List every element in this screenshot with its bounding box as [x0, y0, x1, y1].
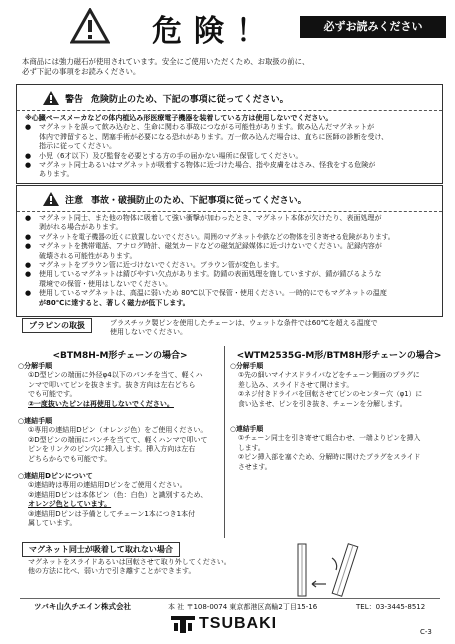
bullet-icon: ● [25, 214, 32, 222]
list-item [25, 289, 439, 308]
item-line: マグネット同士、また他の物体に吸着して強い衝撃が加わったとき、マグネット本体が欠けたり、表面処理が [39, 214, 382, 222]
warning-header-rule [17, 110, 442, 111]
company-address: 本 社 〒108-0074 東京都港区高輪2丁目15-16 [168, 603, 318, 611]
right-section-title: <WTM2535G-M形/BTM8H形チェーンの場合> [236, 351, 442, 361]
step-line: ピンをリンクのピン穴に挿入します。挿入方向は左右 [28, 445, 196, 454]
magnet-tip-label-text: マグネット同士が吸着して取れない場合 [29, 545, 173, 554]
column-divider [224, 346, 225, 538]
item-line: マグネット同士あるいはマグネットが吸着する物体に近づけた場合、指や皮膚をはさみ、怪我をする危険が [39, 161, 376, 170]
page-number: C-3 [420, 628, 432, 636]
step-line: ①連結時は専用の連結用Dピンをご使用ください。 [28, 481, 187, 490]
warning-box [16, 84, 443, 184]
step-line: オレンジ色としています。 [28, 500, 112, 509]
left-section [18, 362, 222, 529]
pin-handling-line: 使用しないでください。 [110, 328, 187, 337]
caution-label: 注意 [65, 195, 84, 206]
pin-handling-text [110, 319, 445, 338]
item-line: 破壊される可能性があります。 [39, 251, 137, 260]
section-title: 分解手順 [235, 362, 264, 370]
must-read-badge [300, 16, 446, 38]
step-line: ①D型ピンの端面に外径φ4以下のパンチを当て、軽くハ [28, 371, 203, 380]
step-line: ①先の細いマイナスドライバなどをチェーン側面のプラグに [238, 371, 420, 380]
caution-icon [43, 192, 59, 206]
bullet-icon: ● [25, 161, 32, 170]
page-title: 危険！ [152, 14, 278, 49]
step-line: ②ネジ付きドライバを回転させてピンのセンター穴（φ1）に [238, 390, 423, 399]
step-line: ①専用の連結用Dピン（オレンジ色）をご使用ください。 [28, 426, 208, 435]
warning-heading: 危険防止のため、下記の事項に従ってください。 [91, 94, 289, 105]
right-section [230, 362, 446, 472]
right-link-title: ○連結手順 [230, 425, 264, 434]
warning-triangle-icon [70, 8, 110, 48]
step-line: ③連結用Dピンは予備としてチェーン1本につき1本付 [28, 509, 196, 518]
company-tel: TEL：03-3445-8512 [356, 603, 426, 611]
right-link-body [230, 434, 446, 472]
step-line: ②連結用Dピンは本体ピン（色：白色）と識別するため、 [28, 490, 208, 499]
bullet-icon: ● [25, 289, 32, 298]
section-title: 連結手順 [24, 417, 53, 426]
tip-line: マグネットをスライドあるいは回転させて取り外してください。 [28, 558, 231, 566]
step-line: 差し込み、スライドさせて開けます。 [238, 380, 354, 389]
warning-header [43, 91, 289, 105]
pin-handling-label-text: プラピンの取扱 [29, 321, 85, 330]
left-link-pin-title: ○連結用Dピンについて [18, 472, 93, 481]
item-line: あります。 [39, 170, 74, 179]
bullet-icon: ● [25, 232, 32, 241]
step-line: ①チェーン同士を引き寄せて組合わせ、一端よりピンを挿入 [238, 434, 421, 443]
warning-label: 警告 [65, 94, 84, 105]
left-section-title: <BTM8H-M形チェーンの場合> [52, 351, 188, 361]
right-disassembly-title: ○分解手順 [230, 362, 264, 370]
magnet-tip-text [28, 558, 288, 577]
caution-header [43, 192, 307, 206]
pin-handling-label [22, 318, 92, 333]
item-line: 環境での保管・使用はしないでください。 [39, 279, 172, 288]
bullet-icon: ● [25, 123, 32, 132]
caution-box [16, 185, 443, 317]
bullet-icon: ● [25, 151, 32, 160]
item-line: マグネットを携帯電話、アナログ時計、磁気カードなどの磁気記録媒体に近づけないでください。記録内容が [39, 242, 382, 251]
step-line: します。 [238, 443, 265, 452]
item-line: マグネットを電子機器の近くに放置しないでください。周囲のマグネットや鉄などの物体を引き寄せる危険があります。 [39, 232, 395, 241]
section-title: 連結用Dピンについて [24, 472, 93, 481]
left-disassembly-title: ○分解手順 [18, 362, 53, 370]
step-line: どちらからでも可能です。 [28, 454, 112, 463]
list-item [25, 123, 437, 151]
list-item [25, 242, 439, 261]
item-line: 指示に従ってください。 [39, 142, 116, 151]
tsubaki-logo-mark-icon [170, 614, 196, 634]
pin-handling-line: プラスチック製ピンを使用したチェーンは、ウェットな条件では60℃を超える温度で [110, 319, 378, 327]
magnet-illustration [284, 540, 374, 606]
bullet-icon: ● [25, 261, 32, 270]
left-link-body [18, 426, 222, 464]
list-item [25, 233, 439, 242]
section-title: 分解手順 [24, 362, 53, 370]
item-line: 剥がれる場合があります。 [39, 223, 123, 232]
left-disassembly-body [18, 371, 222, 409]
step-line: ②一度抜いたピンは再使用しないでください。 [28, 399, 174, 408]
list-item [25, 214, 439, 233]
warning-body [25, 114, 437, 180]
step-line: させます。 [238, 462, 272, 471]
list-item [25, 161, 437, 180]
item-line: マグネットをブラウン管に近づけないでください。ブラウン管が変色します。 [39, 261, 284, 270]
step-line: ンマで叩いてピンを抜きます。抜き方向は左右どちら [28, 380, 196, 389]
magnet-tip-label [22, 542, 180, 557]
section-title: 連結手順 [235, 425, 264, 434]
item-line: 体内で滞留すると、閉塞手術が必要になる恐れがあります。万一飲み込んだ場合は、直ちに医師の診断を受け、 [39, 132, 389, 141]
item-line: 小児（6才以下）及び監督を必要とする方の手の届かない場所に保管してください。 [39, 151, 303, 160]
step-line: ②ピン挿入部を塞ぐため、分解時に開けたプラグをスライド [238, 453, 421, 462]
list-item [25, 152, 437, 161]
step-line: ②D型ピンの端面にパンチを当てて、軽くハンマで叩いて [28, 435, 208, 444]
left-link-title: ○連結手順 [18, 417, 53, 426]
right-disassembly-body [230, 371, 446, 409]
caution-heading: 事故・破損防止のため、下記事項に従ってください。 [91, 195, 307, 206]
bullet-icon: ● [25, 270, 32, 279]
warning-note: ※心臓ペースメーカなどの体内植込み形医療電子機器を装着している方は使用しないでください。 [25, 114, 333, 122]
step-line: でも可能です。 [28, 390, 77, 399]
tip-line: 他の方法に比べ、弱い力で引き離すことができます。 [28, 567, 196, 576]
list-item [25, 270, 439, 289]
company-name: ツバキ山久チエイン株式会社 [34, 602, 132, 611]
step-line: 食い込ませ、ピンを引き抜き、チェーンを分解します。 [238, 399, 407, 408]
caution-icon [43, 91, 59, 105]
intro-line: 本商品には強力磁石が使用されています。安全にご使用いただくため、お取扱の前に、 [22, 57, 310, 66]
step-line: 属しています。 [28, 519, 77, 528]
footer-rule [20, 598, 440, 599]
item-line: 使用しているマグネットは、高温に弱いため 80℃以下で保管・使用ください。一時的にでもマグネットの温度 [39, 289, 387, 298]
intro-text [22, 57, 442, 77]
item-line: が80℃に達すると、著しく磁力が低下します。 [39, 298, 190, 307]
caution-body [25, 214, 439, 308]
item-line: マグネットを誤って飲み込むと、生命に関わる事故につながる可能性があります。飲み込んだマグネットが [39, 123, 375, 132]
intro-line: 必ず下記の事項をお読みください。 [22, 67, 141, 76]
bullet-icon: ● [25, 242, 32, 251]
item-line: 使用しているマグネットは錆びやすい欠点があります。防錆の表面処理を施していますが、錆が錆びるような [39, 270, 382, 279]
badge-label: 必ずお読みください [323, 20, 423, 33]
left-link-pin-body [18, 481, 222, 528]
logo-text: TSUBAKI [199, 615, 278, 632]
caution-header-rule [17, 211, 442, 212]
tsubaki-logo [170, 614, 277, 634]
